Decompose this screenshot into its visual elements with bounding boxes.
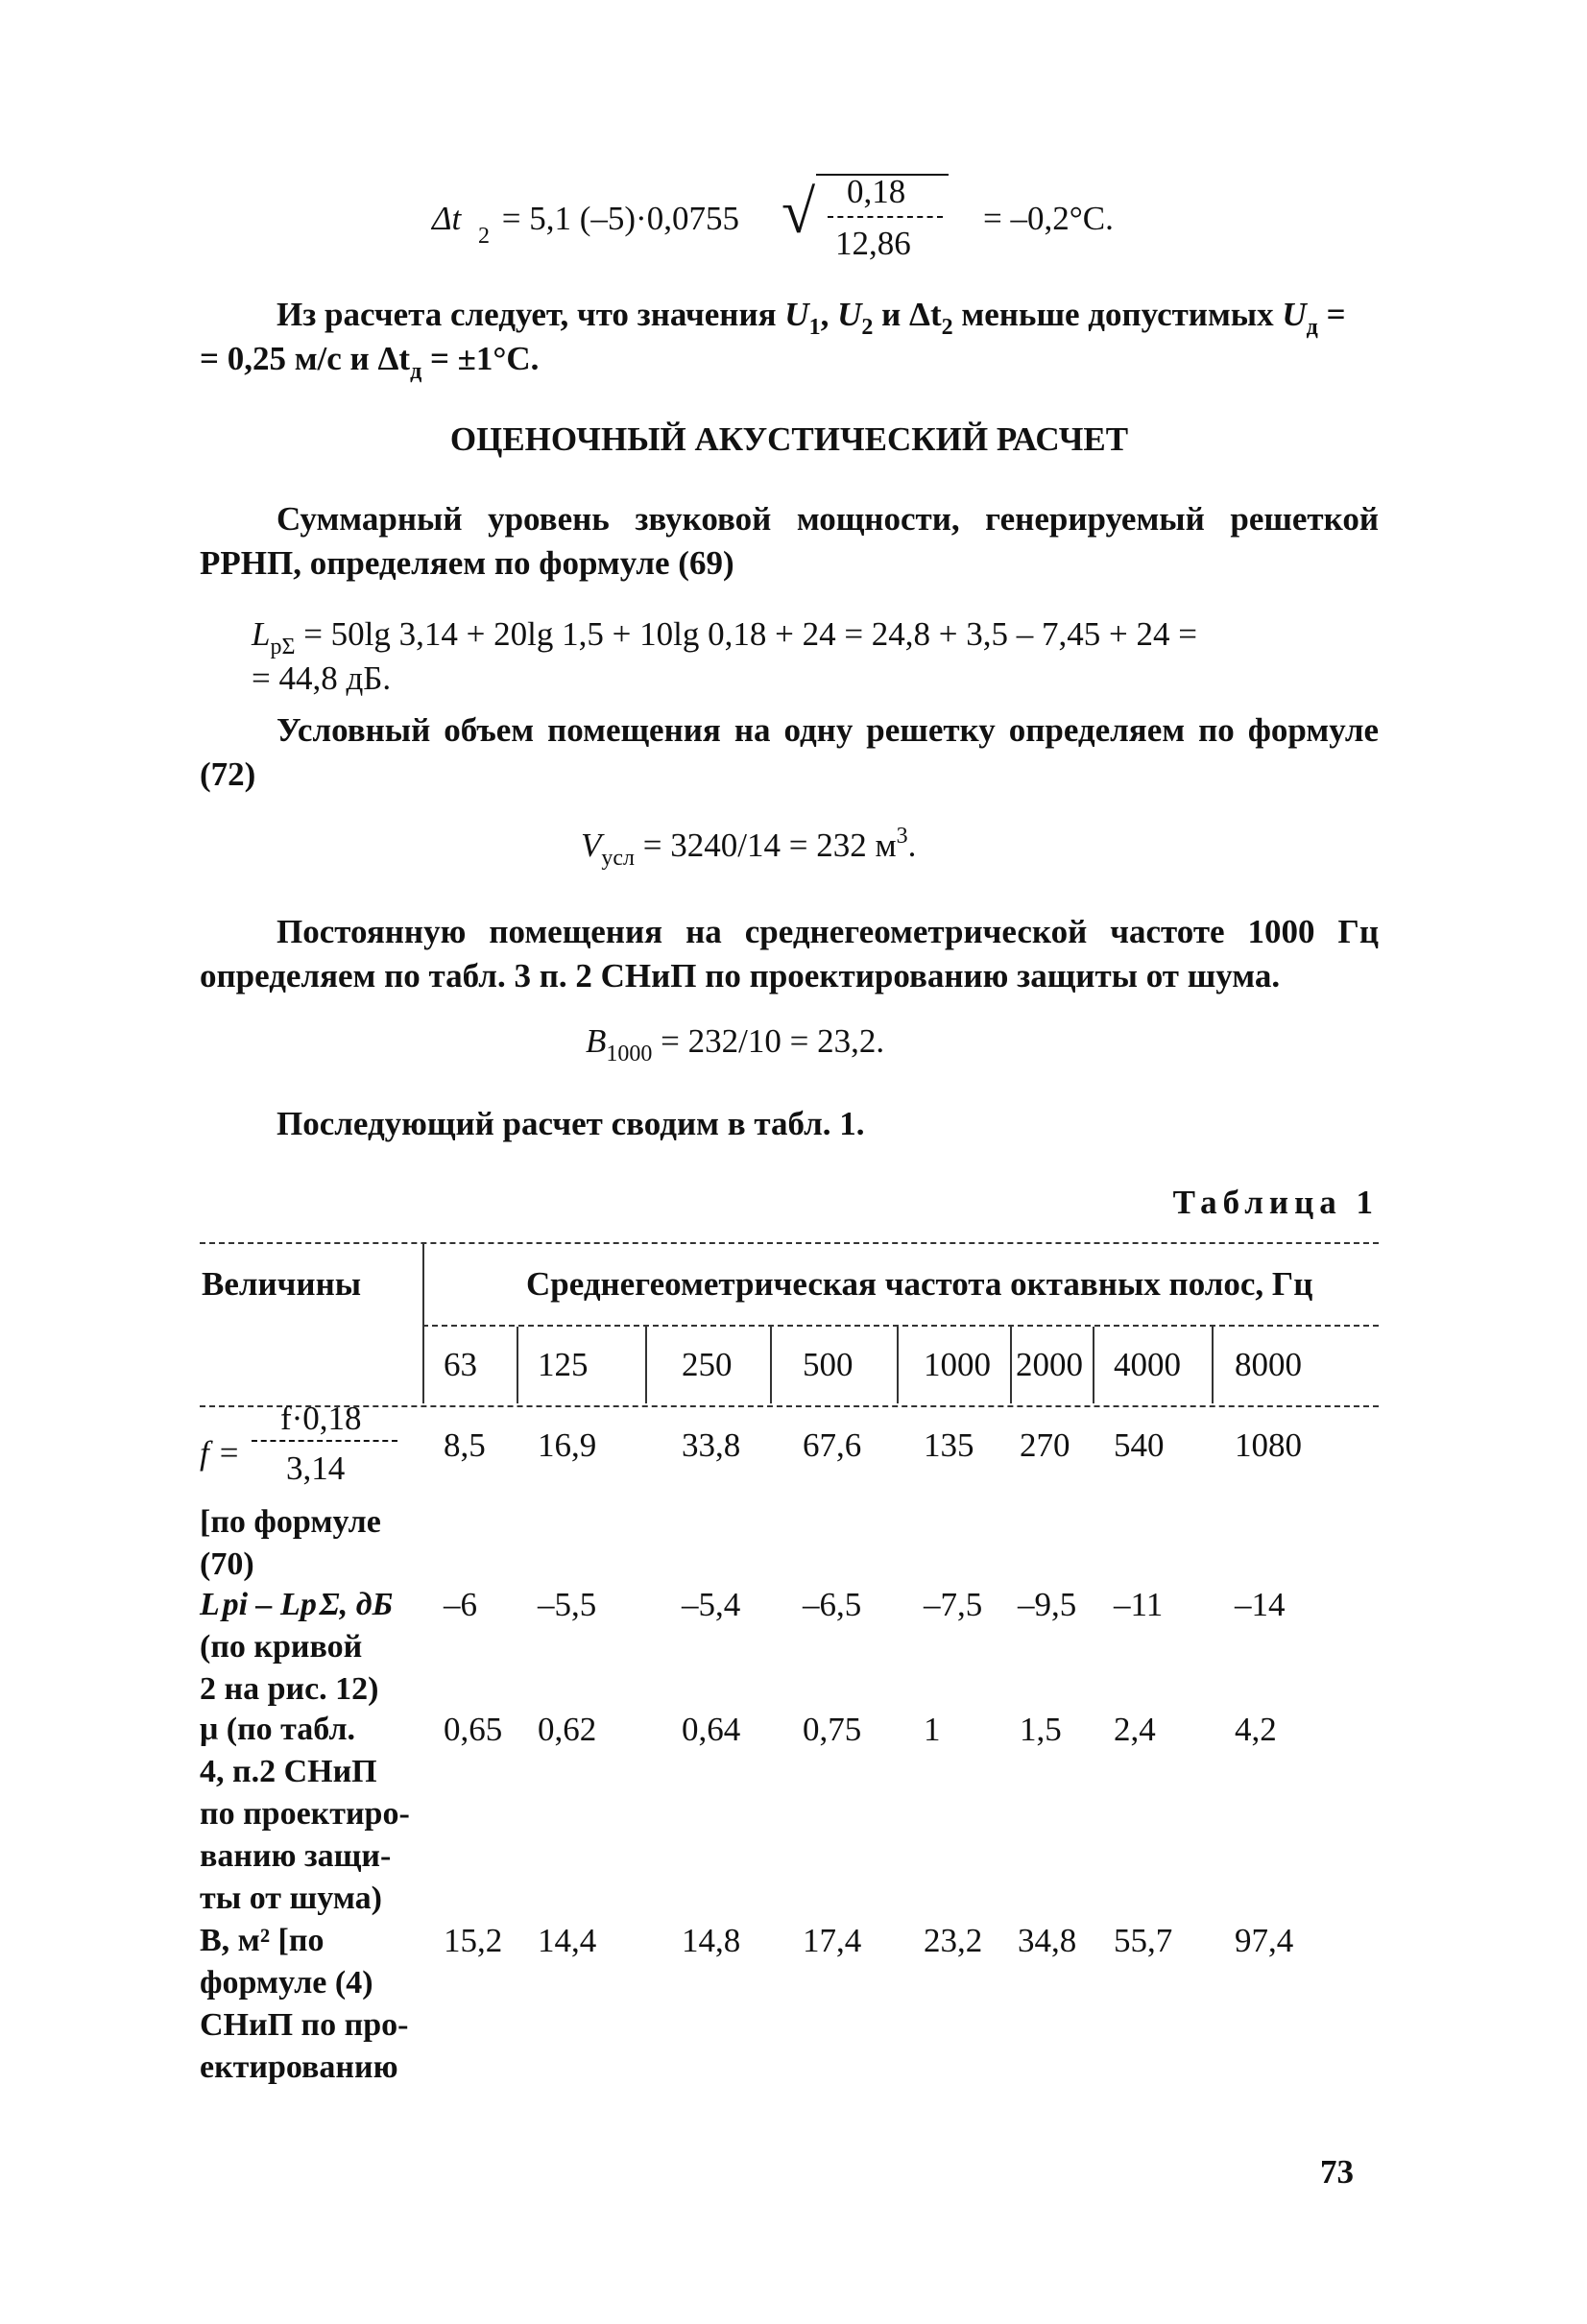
freq-1000: 1000 — [924, 1346, 991, 1383]
freq-divider-7 — [1212, 1327, 1214, 1403]
row1-val-2000: 270 — [1020, 1426, 1070, 1464]
formula-dt2-denominator: 12,86 — [835, 225, 911, 262]
row4-val-2000: 34,8 — [1018, 1922, 1077, 1959]
row2-label-line2: (по кривой — [200, 1629, 363, 1665]
freq-250: 250 — [682, 1346, 733, 1383]
var-dt2: Δt — [909, 296, 942, 333]
freq-divider-6 — [1093, 1327, 1094, 1403]
conclusion-text-4: меньше допустимых — [952, 296, 1283, 333]
freq-divider-4 — [897, 1327, 899, 1403]
radical-sign: √ — [781, 178, 816, 246]
formula-dt2 — [432, 168, 1162, 274]
freq-2000: 2000 — [1016, 1346, 1083, 1383]
table-col0-divider — [422, 1242, 424, 1403]
row1-formula-den: 3,14 — [286, 1450, 346, 1487]
para-sum: Суммарный уровень звуковой мощности, генерируемый решеткой РРНП, определяем по формуле (69) — [200, 500, 1379, 582]
conclusion-text-7: = ±1°С. — [421, 340, 540, 377]
row1-fraction-bar — [252, 1440, 397, 1442]
var-u2: U — [837, 296, 862, 333]
formula-l-lhs: L — [252, 615, 271, 653]
para-conclusion — [200, 293, 1379, 384]
row3-label-line5: ты от шума) — [200, 1881, 383, 1916]
freq-divider-1 — [517, 1327, 518, 1403]
row4-val-1000: 23,2 — [924, 1922, 983, 1959]
formula-dt2-rhs: = 5,1 (–5)·0,0755 — [493, 200, 739, 237]
freq-63: 63 — [444, 1346, 477, 1383]
var-u1: U — [784, 296, 809, 333]
row4-val-4000: 55,7 — [1114, 1922, 1173, 1959]
var-u1-sub: 1 — [808, 315, 821, 340]
formula-v-lhs-sub: усл — [601, 846, 636, 871]
row4-val-250: 14,8 — [682, 1922, 741, 1959]
row3-val-2000: 1,5 — [1020, 1711, 1062, 1748]
row1-val-125: 16,9 — [538, 1426, 597, 1464]
row4-val-500: 17,4 — [803, 1922, 862, 1959]
row3-val-500: 0,75 — [803, 1711, 862, 1748]
group-header: Среднегеометрическая частота октавных полос, Гц — [526, 1265, 1313, 1303]
formula-v-end: . — [907, 827, 917, 864]
formula-b — [586, 1019, 884, 1064]
conclusion-text-6: = 0,25 м/с и — [200, 340, 378, 377]
para-next: Последующий расчет сводим в табл. 1. — [277, 1105, 865, 1142]
formula-dt2-numerator: 0,18 — [847, 173, 906, 210]
formula-dt2-lhs-sub: 2 — [478, 224, 490, 249]
row4-val-8000: 97,4 — [1235, 1922, 1294, 1959]
row1-val-8000: 1080 — [1235, 1426, 1302, 1464]
var-u2-sub: 2 — [861, 315, 874, 340]
row3-val-4000: 2,4 — [1114, 1711, 1156, 1748]
formula-v-sup: 3 — [896, 824, 908, 849]
var-ud: U — [1282, 296, 1307, 333]
formula-l-line2: = 44,8 дБ. — [252, 659, 392, 697]
row3-val-125: 0,62 — [538, 1711, 597, 1748]
para-volume: Условный объем помещения на одну решетку определяем по формуле (72) — [200, 711, 1379, 793]
var-ud-sub: д — [1306, 315, 1318, 340]
row3-val-250: 0,64 — [682, 1711, 741, 1748]
row1-val-250: 33,8 — [682, 1426, 741, 1464]
table-freq-rule — [200, 1405, 1379, 1407]
fraction-bar — [828, 216, 943, 218]
formula-b-rhs: = 232/10 = 23,2. — [652, 1022, 885, 1060]
row3-val-8000: 4,2 — [1235, 1711, 1277, 1748]
row2-val-2000: –9,5 — [1018, 1586, 1077, 1623]
row4-val-125: 14,4 — [538, 1922, 597, 1959]
row3-label-line2: 4, п.2 СНиП — [200, 1754, 377, 1789]
freq-divider-3 — [770, 1327, 772, 1403]
row1-val-500: 67,6 — [803, 1426, 862, 1464]
formula-l-lhs-sub: pΣ — [270, 635, 296, 659]
row1-val-1000: 135 — [924, 1426, 974, 1464]
row4-label-line2: формуле (4) — [200, 1965, 373, 2001]
freq-500: 500 — [803, 1346, 854, 1383]
row2-val-63: –6 — [444, 1586, 477, 1623]
formula-b-lhs: B — [586, 1022, 607, 1060]
row2-label-line1: L pi – Lp Σ, дБ — [200, 1587, 394, 1622]
row2-val-8000: –14 — [1235, 1586, 1286, 1623]
formula-v-lhs: V — [581, 827, 602, 864]
page-number: 73 — [1320, 2153, 1354, 2191]
conclusion-text-1: Из расчета следует, что значения — [277, 296, 785, 333]
row2-val-125: –5,5 — [538, 1586, 597, 1623]
row2-val-1000: –7,5 — [924, 1586, 983, 1623]
col0-header: Величины — [202, 1265, 362, 1303]
row2-label-line3: 2 на рис. 12) — [200, 1671, 379, 1707]
var-dtd: Δt — [377, 340, 411, 377]
row2-val-500: –6,5 — [803, 1586, 862, 1623]
conclusion-text-5: = — [1317, 296, 1346, 333]
formula-dt2-lhs: Δt — [432, 200, 462, 237]
freq-4000: 4000 — [1114, 1346, 1181, 1383]
formula-v — [581, 824, 917, 871]
row1-formula-lhs: f = — [200, 1434, 241, 1472]
freq-8000: 8000 — [1235, 1346, 1302, 1383]
row3-label-line1: μ (по табл. — [200, 1712, 356, 1747]
row1-val-63: 8,5 — [444, 1426, 486, 1464]
freq-divider-2 — [645, 1327, 647, 1403]
freq-divider-5 — [1010, 1327, 1012, 1403]
row4-label-line4: ектированию — [200, 2049, 398, 2085]
table-header-rule — [422, 1325, 1379, 1327]
row4-val-63: 15,2 — [444, 1922, 503, 1959]
conclusion-text-2: , — [820, 296, 838, 333]
row3-val-63: 0,65 — [444, 1711, 503, 1748]
conclusion-text-3: и — [873, 296, 910, 333]
section-title: ОЦЕНОЧНЫЙ АКУСТИЧЕСКИЙ РАСЧЕТ — [449, 420, 1129, 458]
row1-label-line2: (70) — [200, 1546, 254, 1582]
row3-val-1000: 1 — [924, 1711, 941, 1748]
var-dt2-sub: 2 — [941, 315, 953, 340]
row1-val-4000: 540 — [1114, 1426, 1165, 1464]
row2-val-4000: –11 — [1114, 1586, 1164, 1623]
table-caption: Таблица 1 — [1172, 1184, 1379, 1221]
row4-label-line1: В, м² [по — [200, 1923, 325, 1958]
var-dtd-sub: д — [410, 359, 422, 384]
formula-l — [252, 612, 1384, 701]
row1-formula-num: f·0,18 — [280, 1400, 362, 1437]
formula-v-rhs: = 3240/14 = 232 м — [635, 827, 897, 864]
formula-b-lhs-sub: 1000 — [606, 1042, 653, 1066]
row4-label-line3: СНиП по про- — [200, 2007, 409, 2043]
table-top-rule — [200, 1242, 1379, 1244]
row1-label-line1: [по формуле — [200, 1504, 381, 1540]
formula-l-line1: = 50lg 3,14 + 20lg 1,5 + 10lg 0,18 + 24 = 24,8 + 3,5 – 7,45 + 24 = — [295, 615, 1198, 653]
row2-val-250: –5,4 — [682, 1586, 741, 1623]
freq-125: 125 — [538, 1346, 589, 1383]
row3-label-line3: по проектиро- — [200, 1796, 410, 1832]
row3-label-line4: ванию защи- — [200, 1838, 392, 1874]
formula-dt2-result: = –0,2°C. — [983, 200, 1114, 237]
para-const: Постоянную помещения на среднегеометрической частоте 1000 Гц определяем по табл. 3 п. 2 СНиП по проектированию защиты от шума. — [200, 913, 1379, 994]
